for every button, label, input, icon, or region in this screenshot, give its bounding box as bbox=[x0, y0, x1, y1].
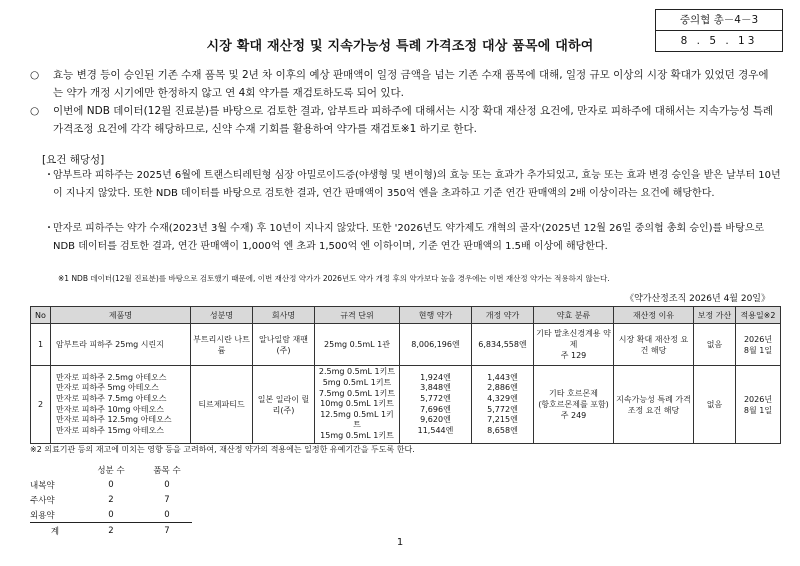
document-title: 시장 확대 재산정 및 지속가능성 특례 가격조정 대상 품목에 대하여 bbox=[206, 39, 594, 54]
count-header-items: 품목 수 bbox=[153, 465, 181, 476]
count-label: 계 bbox=[50, 526, 60, 537]
count-items: 7 bbox=[164, 494, 170, 505]
ingredient-name: 티르제파티드 bbox=[191, 366, 253, 444]
document-date: 8 . 5 . 13 bbox=[656, 30, 782, 51]
count-ingredients: 0 bbox=[80, 507, 142, 523]
requirement-text: 만자로 피하주는 약가 수재(2023년 3월 수재) 후 10년이 지나지 않았다. 또한 '2026년도 약가제도 개혁의 골자'(2025년 12월 26일 중의협 총회 승인)를 바탕으로 NDB 데이터를 검토한 결과, 연간 판매액이 1,000억 엔 초과 1,500억 엔 이하이며, 기준 연간 판매액의 1.5배 이상에 해당한다. bbox=[53, 223, 765, 252]
count-row bbox=[30, 477, 192, 492]
row-no: 1 bbox=[31, 324, 51, 366]
dot-bullet: ・ bbox=[44, 223, 54, 234]
unit: 10mg 0.5mL 1키트 bbox=[320, 399, 394, 409]
current-price: 9,620엔 bbox=[420, 415, 451, 425]
current-price: 11,544엔 bbox=[417, 425, 454, 435]
company-name: 일본 일라이 릴리(주) bbox=[253, 366, 315, 444]
revised-price: 7,215엔 bbox=[487, 415, 518, 425]
count-items: 7 bbox=[164, 525, 170, 536]
product-name: 만자로 피하주 15mg 아테오스 bbox=[56, 425, 164, 435]
unit: 12.5mg 0.5mL 1키트 bbox=[320, 409, 394, 430]
table-header-row bbox=[31, 307, 781, 324]
header-product: 제품명 bbox=[51, 307, 191, 324]
header-reason: 재산정 이유 bbox=[614, 307, 694, 324]
count-row bbox=[30, 492, 192, 507]
current-price: 7,696엔 bbox=[420, 404, 451, 414]
count-items: 0 bbox=[142, 507, 192, 523]
company-name: 알나일람 재팬(주) bbox=[253, 324, 315, 366]
unit: 7.5mg 0.5mL 1키트 bbox=[318, 388, 396, 398]
dot-bullet: ・ bbox=[44, 170, 54, 181]
revised-price: 5,772엔 bbox=[487, 404, 518, 414]
paragraph-text: 효능 변경 등이 승인된 기존 수재 품목 및 2년 차 이후의 예상 판매액이 일정 금액을 넘는 기존 수재 품목에 대해, 일정 규모 이상의 시장 확대가 있었던 경우에는 약가 개정 시기에만 한정하지 않고 연 4회 약가를 재검토하도록 되어 있다. bbox=[53, 69, 769, 99]
count-header-ingredients: 성분 수 bbox=[97, 465, 125, 476]
product-name: 만자로 피하주 12.5mg 아테오스 bbox=[56, 415, 172, 425]
header-date: 적용일※2 bbox=[736, 307, 781, 324]
product-name: 만자로 피하주 10mg 아테오스 bbox=[56, 404, 164, 414]
header-current-price: 현행 약가 bbox=[400, 307, 472, 324]
header-addition: 보정 가산 bbox=[694, 307, 736, 324]
revised-price: 6,834,558엔 bbox=[472, 324, 534, 366]
count-label: 내복약 bbox=[30, 480, 55, 491]
current-price: 3,848엔 bbox=[420, 383, 451, 393]
ingredient-name: 부트리시란 나트륨 bbox=[191, 324, 253, 366]
apply-date: 2026년 8월 1일 bbox=[736, 366, 781, 444]
current-price-list bbox=[400, 366, 472, 444]
unit: 2.5mg 0.5mL 1키트 bbox=[318, 367, 396, 377]
requirement-2 bbox=[44, 220, 781, 255]
unit: 25mg 0.5mL 1관 bbox=[315, 324, 400, 366]
table-row bbox=[31, 324, 781, 366]
page-number: 1 bbox=[396, 537, 404, 548]
footnote-2: ※2 의료기관 등의 재고에 미치는 영향 등을 고려하여, 재산정 약가의 적용에는 일정한 유예기간을 두도록 한다. bbox=[30, 445, 415, 454]
row-no: 2 bbox=[31, 366, 51, 444]
header-unit: 규격 단위 bbox=[315, 307, 400, 324]
circle-bullet: ○ bbox=[30, 69, 40, 81]
table-row bbox=[31, 366, 781, 444]
reason: 지속가능성 특례 가격조정 요건 해당 bbox=[614, 366, 694, 444]
reference-label: 《약가산정조직 2026년 4월 20일》 bbox=[625, 294, 770, 304]
revised-price: 2,886엔 bbox=[487, 383, 518, 393]
price-table bbox=[30, 306, 781, 444]
count-label: 주사약 bbox=[30, 495, 55, 506]
unit-list bbox=[315, 366, 400, 444]
count-row bbox=[30, 507, 192, 523]
unit: 5mg 0.5mL 1키트 bbox=[322, 378, 392, 388]
drug-category: 기타 말초신경계용 약제 주 129 bbox=[534, 324, 614, 366]
product-name: 만자로 피하주 7.5mg 아테오스 bbox=[56, 393, 167, 403]
requirement-text: 암부트라 피하주는 2025년 6월에 트랜스티레틴형 심장 아밀로이드증(야생형 및 변이형)의 효능 또는 효과가 추가되었고, 효능 또는 효과 변경 승인을 받은 날부터 10년이 지나지 않았다. 또한 NDB 데이터를 바탕으로 검토한 결과, 연간 판매액이 350억 엔을 초과하고 기준 연간 판매액의 2배 이상이라는 요건에 해당한다. bbox=[53, 170, 781, 199]
product-name: 암부트라 피하주 25mg 시린지 bbox=[51, 324, 191, 366]
addition: 없음 bbox=[694, 324, 736, 366]
paragraph-1 bbox=[30, 66, 778, 102]
count-ingredients: 2 bbox=[108, 494, 114, 505]
count-total-row bbox=[30, 523, 192, 539]
current-price: 5,772엔 bbox=[420, 393, 451, 403]
count-ingredients: 0 bbox=[108, 479, 114, 490]
header-no: No bbox=[31, 307, 51, 324]
apply-date: 2026년 8월 1일 bbox=[736, 324, 781, 366]
header-revised-price: 개정 약가 bbox=[472, 307, 534, 324]
count-label: 외용약 bbox=[30, 507, 80, 523]
revised-price-list bbox=[472, 366, 534, 444]
current-price: 8,006,196엔 bbox=[400, 324, 472, 366]
current-price: 1,924엔 bbox=[420, 372, 451, 382]
revised-price: 4,329엔 bbox=[487, 393, 518, 403]
count-header-row bbox=[30, 462, 192, 477]
count-items: 0 bbox=[164, 479, 170, 490]
header-company: 회사명 bbox=[253, 307, 315, 324]
paragraph-text: 이번에 NDB 데이터(12월 진료분)를 바탕으로 검토한 결과, 암부트라 피하주에 대해서는 시장 확대 재산정 요건에, 만자로 피하주에 대해서는 지속가능성 특례 가격조정 요건에 각각 해당하므로, 신약 수재 기회를 활용하여 약가를 재검토※1 하기로 한다. bbox=[53, 105, 774, 135]
product-name: 만자로 피하주 5mg 아테오스 bbox=[56, 383, 159, 393]
addition: 없음 bbox=[694, 366, 736, 444]
product-name: 만자로 피하주 2.5mg 아테오스 bbox=[56, 372, 167, 382]
revised-price: 1,443엔 bbox=[487, 372, 518, 382]
header-category: 약효 분류 bbox=[534, 307, 614, 324]
reason: 시장 확대 재산정 요건 해당 bbox=[614, 324, 694, 366]
count-table bbox=[30, 462, 192, 538]
section-heading: [요건 해당성] bbox=[42, 154, 105, 166]
footnote-1: ※1 NDB 데이터(12월 진료분)를 바탕으로 검토했기 때문에, 이번 재산정 약가가 2026년도 약가 개정 후의 약가보다 높을 경우에는 이번 재산정 약가는 적용하지 않는다. bbox=[58, 274, 610, 283]
unit: 15mg 0.5mL 1키트 bbox=[320, 430, 394, 440]
circle-bullet: ○ bbox=[30, 105, 40, 117]
drug-category: 기타 호르몬제 (항호르몬제를 포함) 주 249 bbox=[534, 366, 614, 444]
product-name-list bbox=[51, 366, 191, 444]
requirement-1 bbox=[44, 167, 781, 202]
header-ingredient: 성분명 bbox=[191, 307, 253, 324]
count-ingredients: 2 bbox=[108, 525, 114, 536]
revised-price: 8,658엔 bbox=[487, 425, 518, 435]
paragraph-2 bbox=[30, 102, 778, 138]
document-code: 중의협 총－4－3 bbox=[679, 14, 759, 26]
